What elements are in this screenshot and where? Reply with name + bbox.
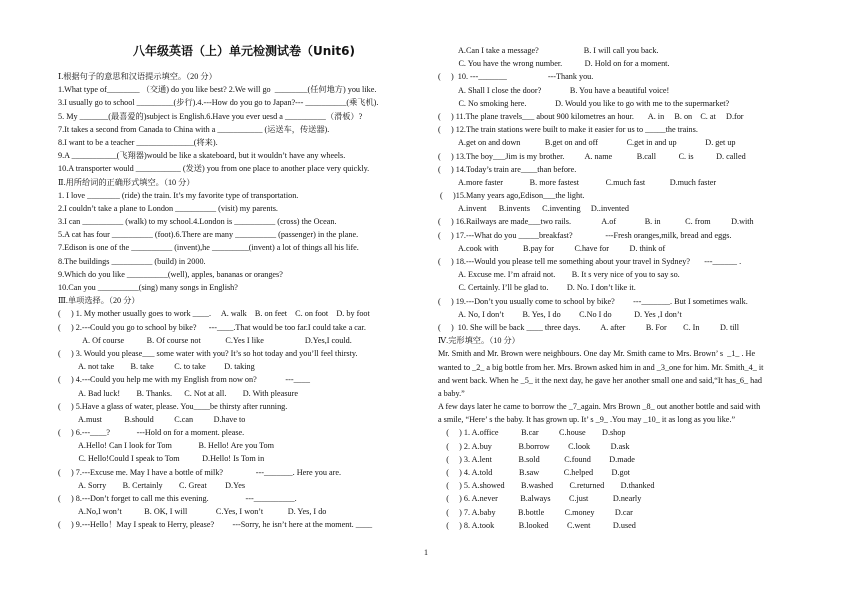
right-line: ( ) 4. A.told B.saw C.helped D.got: [438, 468, 630, 477]
right-line: ( ) 14.Today’s train are____than before.: [438, 164, 577, 174]
left-line: A.No,I won’t B. OK, I will C.Yes, I won’t D. Yes, I do: [58, 507, 327, 517]
right-line: A. No, I don’t B. Yes, I do C.No I do D. Yes ,I don’t: [438, 309, 682, 319]
right-line: wanted to _2_ a big bottle from her. Mrs. Brown asked him in and _3_one for him. Mr. Smith_4_ it: [438, 362, 764, 372]
left-line: ( ) 9.---Hello！May I speak to Herry, please? ---Sorry, he isn’t here at the moment. ____: [58, 520, 373, 530]
left-line: 5.A cat has four __________ (foot).6.There are many __________ (passenger) in the plane.: [58, 230, 359, 240]
right-line: A.Can I take a message? B. I will call you back.: [438, 46, 659, 55]
page-number: 1: [424, 548, 428, 557]
left-line: ( ) 6.---____? ---Hold on for a moment. please.: [58, 428, 245, 438]
left-line: 7.Edison is one of the __________ (invent),he _________(invent) a lot of things all his life.: [58, 243, 359, 253]
right-line: ( ) 13.The boy___Jim is my brother. A. name B.call C. is D. called: [438, 151, 746, 161]
left-line: A.must B.should C.can D.have to: [58, 414, 246, 424]
left-line: A.Hello! Can I look for Tom B. Hello! Are you Tom: [58, 441, 274, 451]
right-line: ( ) 6. A.never B.always C.just D.nearly: [438, 494, 642, 504]
right-column: [438, 44, 838, 532]
left-line: A. Sorry B. Certainly C. Great D.Yes: [58, 480, 246, 490]
right-line: Ⅳ.完形填空。（10 分）: [438, 336, 520, 346]
page-title: 八年级英语（上）单元检测试卷（Unit6): [133, 44, 355, 58]
left-line: Ⅰ.根据句子的意思和汉语提示填空。（20 分）: [58, 72, 217, 81]
right-line: C. No smoking here. D. Would you like to go with me to the supermarket?: [438, 98, 730, 108]
title-spacer: [58, 44, 430, 70]
right-line: ( ) 8. A.took B.looked C.went D.used: [438, 520, 636, 530]
left-line: 5. My _______(最喜爱的)subject is English.6.Have you ever uesd a __________（滑板）?: [58, 111, 363, 121]
right-line: C. You have the wrong number. D. Hold on for a moment.: [438, 59, 670, 69]
left-line: 1.What type of________ （交通) do you like best? 2.We will go ________(任何地方) you like.: [58, 85, 377, 95]
right-line: ( ) 12.The train stations were built to make it easier for us to _____the trains.: [438, 125, 698, 135]
right-line: ( ) 5. A.showed B.washed C.returned D.thanked: [438, 481, 655, 491]
right-line: A.get on and down B.get on and off C.get in and up D. get up: [438, 138, 736, 148]
right-line: ( ) 11.The plane travels___ about 900 kilometres an hour. A. in B. on C. at D.for: [438, 111, 744, 121]
right-line: ( ) 1. A.office B.car C.house D.shop: [438, 428, 626, 438]
right-line: ( ) 17.---What do you _____breakfast? ---Fresh oranges,milk, bread and eggs.: [438, 230, 732, 240]
left-line: 3.I usually go to school _________(步行).4.---How do you go to Japan?--- __________(乘飞机).: [58, 98, 379, 108]
left-line: 10.Can you __________(sing) many songs in English?: [58, 283, 238, 292]
right-line: ( ) 16.Railways are made___two rails. A.of B. in C. from D.with: [438, 217, 754, 227]
right-line: and went back. When he _5_ it the next day, he gave her another small one and said,“It has_6_ had: [438, 375, 762, 385]
left-line: ( ) 2.---Could you go to school by bike? ---____.That would be too far.I could take a car.: [58, 322, 366, 332]
right-line: A.cook with B.pay for C.have for D. think of: [438, 243, 666, 253]
left-line: A. not take B. take C. to take D. taking: [58, 362, 255, 372]
right-line: A. Shall I close the door? B. You have a beautiful voice!: [438, 85, 670, 95]
right-line: ( ) 2. A.buy B.borrow C.look D.ask: [438, 441, 630, 451]
left-line: 3.I can __________ (walk) to my school.4.London is __________ (cross) the Ocean.: [58, 217, 337, 227]
left-line: ( ) 3. Would you please___ some water with you? It’s so hot today and you’ll feel thirsty.: [58, 348, 358, 358]
left-line: 1. I love ________ (ride) the train. It’s my favorite type of transportation.: [58, 190, 299, 200]
left-line: A. Of course B. Of course not C.Yes I like D.Yes,I could.: [58, 335, 352, 345]
left-line: 8.The buildings __________ (build) in 2000.: [58, 256, 206, 266]
left-line: ( ) 5.Have a glass of water, please. You____be thirsty after running.: [58, 401, 288, 411]
left-line: ( ) 1. My mother usually goes to work ____. A. walk B. on feet C. on foot D. by foot: [58, 309, 370, 319]
right-line: ( ) 10. She will be back ____ three days. A. after B. For C. In D. till: [438, 322, 740, 332]
right-line: a smile, “Here’ s the baby. It has grown up. It’ s _9_ .You may _10_ it as long as you like.”: [438, 415, 736, 425]
right-line: Mr. Smith and Mr. Brown were neighbours. One day Mr. Smith came to Mrs. Brown’ s _1_ . He: [438, 349, 756, 359]
left-column: [58, 44, 430, 532]
left-line: Ⅱ.用所给词的正确形式填空。（10 分）: [58, 177, 195, 187]
left-line: A. Bad luck! B. Thanks. C. Not at all. D. With pleasure: [58, 388, 298, 398]
right-line: A few days later he came to borrow the _7_again. Mrs Brown _8_ out another bottle and said with: [438, 402, 761, 412]
left-line: C. Hello!Could I speak to Tom D.Hello! Is Tom in: [58, 454, 265, 464]
left-line: ( ) 7.---Excuse me. May I have a bottle of milk? ---_______. Here you are.: [58, 467, 342, 477]
left-line: Ⅲ.单项选择。（20 分）: [58, 296, 140, 306]
right-line: C. Certainly. I’ll be glad to. D. No. I don’t like it.: [438, 283, 636, 293]
right-line: A.invent B.invents C.inventing D..invented: [438, 204, 630, 214]
left-line: 2.I couldn’t take a plane to London __________ (visit) my parents.: [58, 203, 278, 213]
right-line: ( )15.Many years ago,Edison___the light.: [438, 191, 585, 201]
right-line: ( ) 3. A.lent B.sold C.found D.made: [438, 454, 635, 464]
right-line: ( ) 10. ---_______ ---Thank you.: [438, 72, 594, 82]
left-line: 10.A transporter would ___________ (发送) you from one place to another place very quickly.: [58, 164, 370, 174]
left-line: 9.A ___________(飞翔器)would be like a skateboard, but it wouldn’t have any wheels.: [58, 151, 346, 161]
left-line: 8.I want to be a teacher ______________(将来).: [58, 137, 218, 147]
right-line: ( ) 19.---Don’t you usually come to school by bike? ---_______. But I sometimes walk.: [438, 296, 748, 306]
left-line: 9.Which do you like __________(well), apples, bananas or oranges?: [58, 269, 283, 279]
left-line: ( ) 8.---Don’t forget to call me this evening. ---__________.: [58, 494, 297, 503]
right-line: a baby.”: [438, 388, 465, 398]
right-line: ( ) 7. A.baby B.bottle C.money D.car: [438, 507, 633, 517]
right-line: ( ) 18.---Would you please tell me something about your travel in Sydney? ---______ .: [438, 257, 742, 266]
right-line: A.more faster B. more fastest C.much fast D.much faster: [438, 177, 717, 187]
left-line: ( ) 4.---Could you help me with my English from now on? ---____: [58, 375, 310, 385]
right-line: A. Excuse me. I’m afraid not. B. It s very nice of you to say so.: [438, 270, 680, 280]
left-line: 7.It takes a second from Canada to China with a ___________ (运送车，传送器).: [58, 124, 330, 134]
